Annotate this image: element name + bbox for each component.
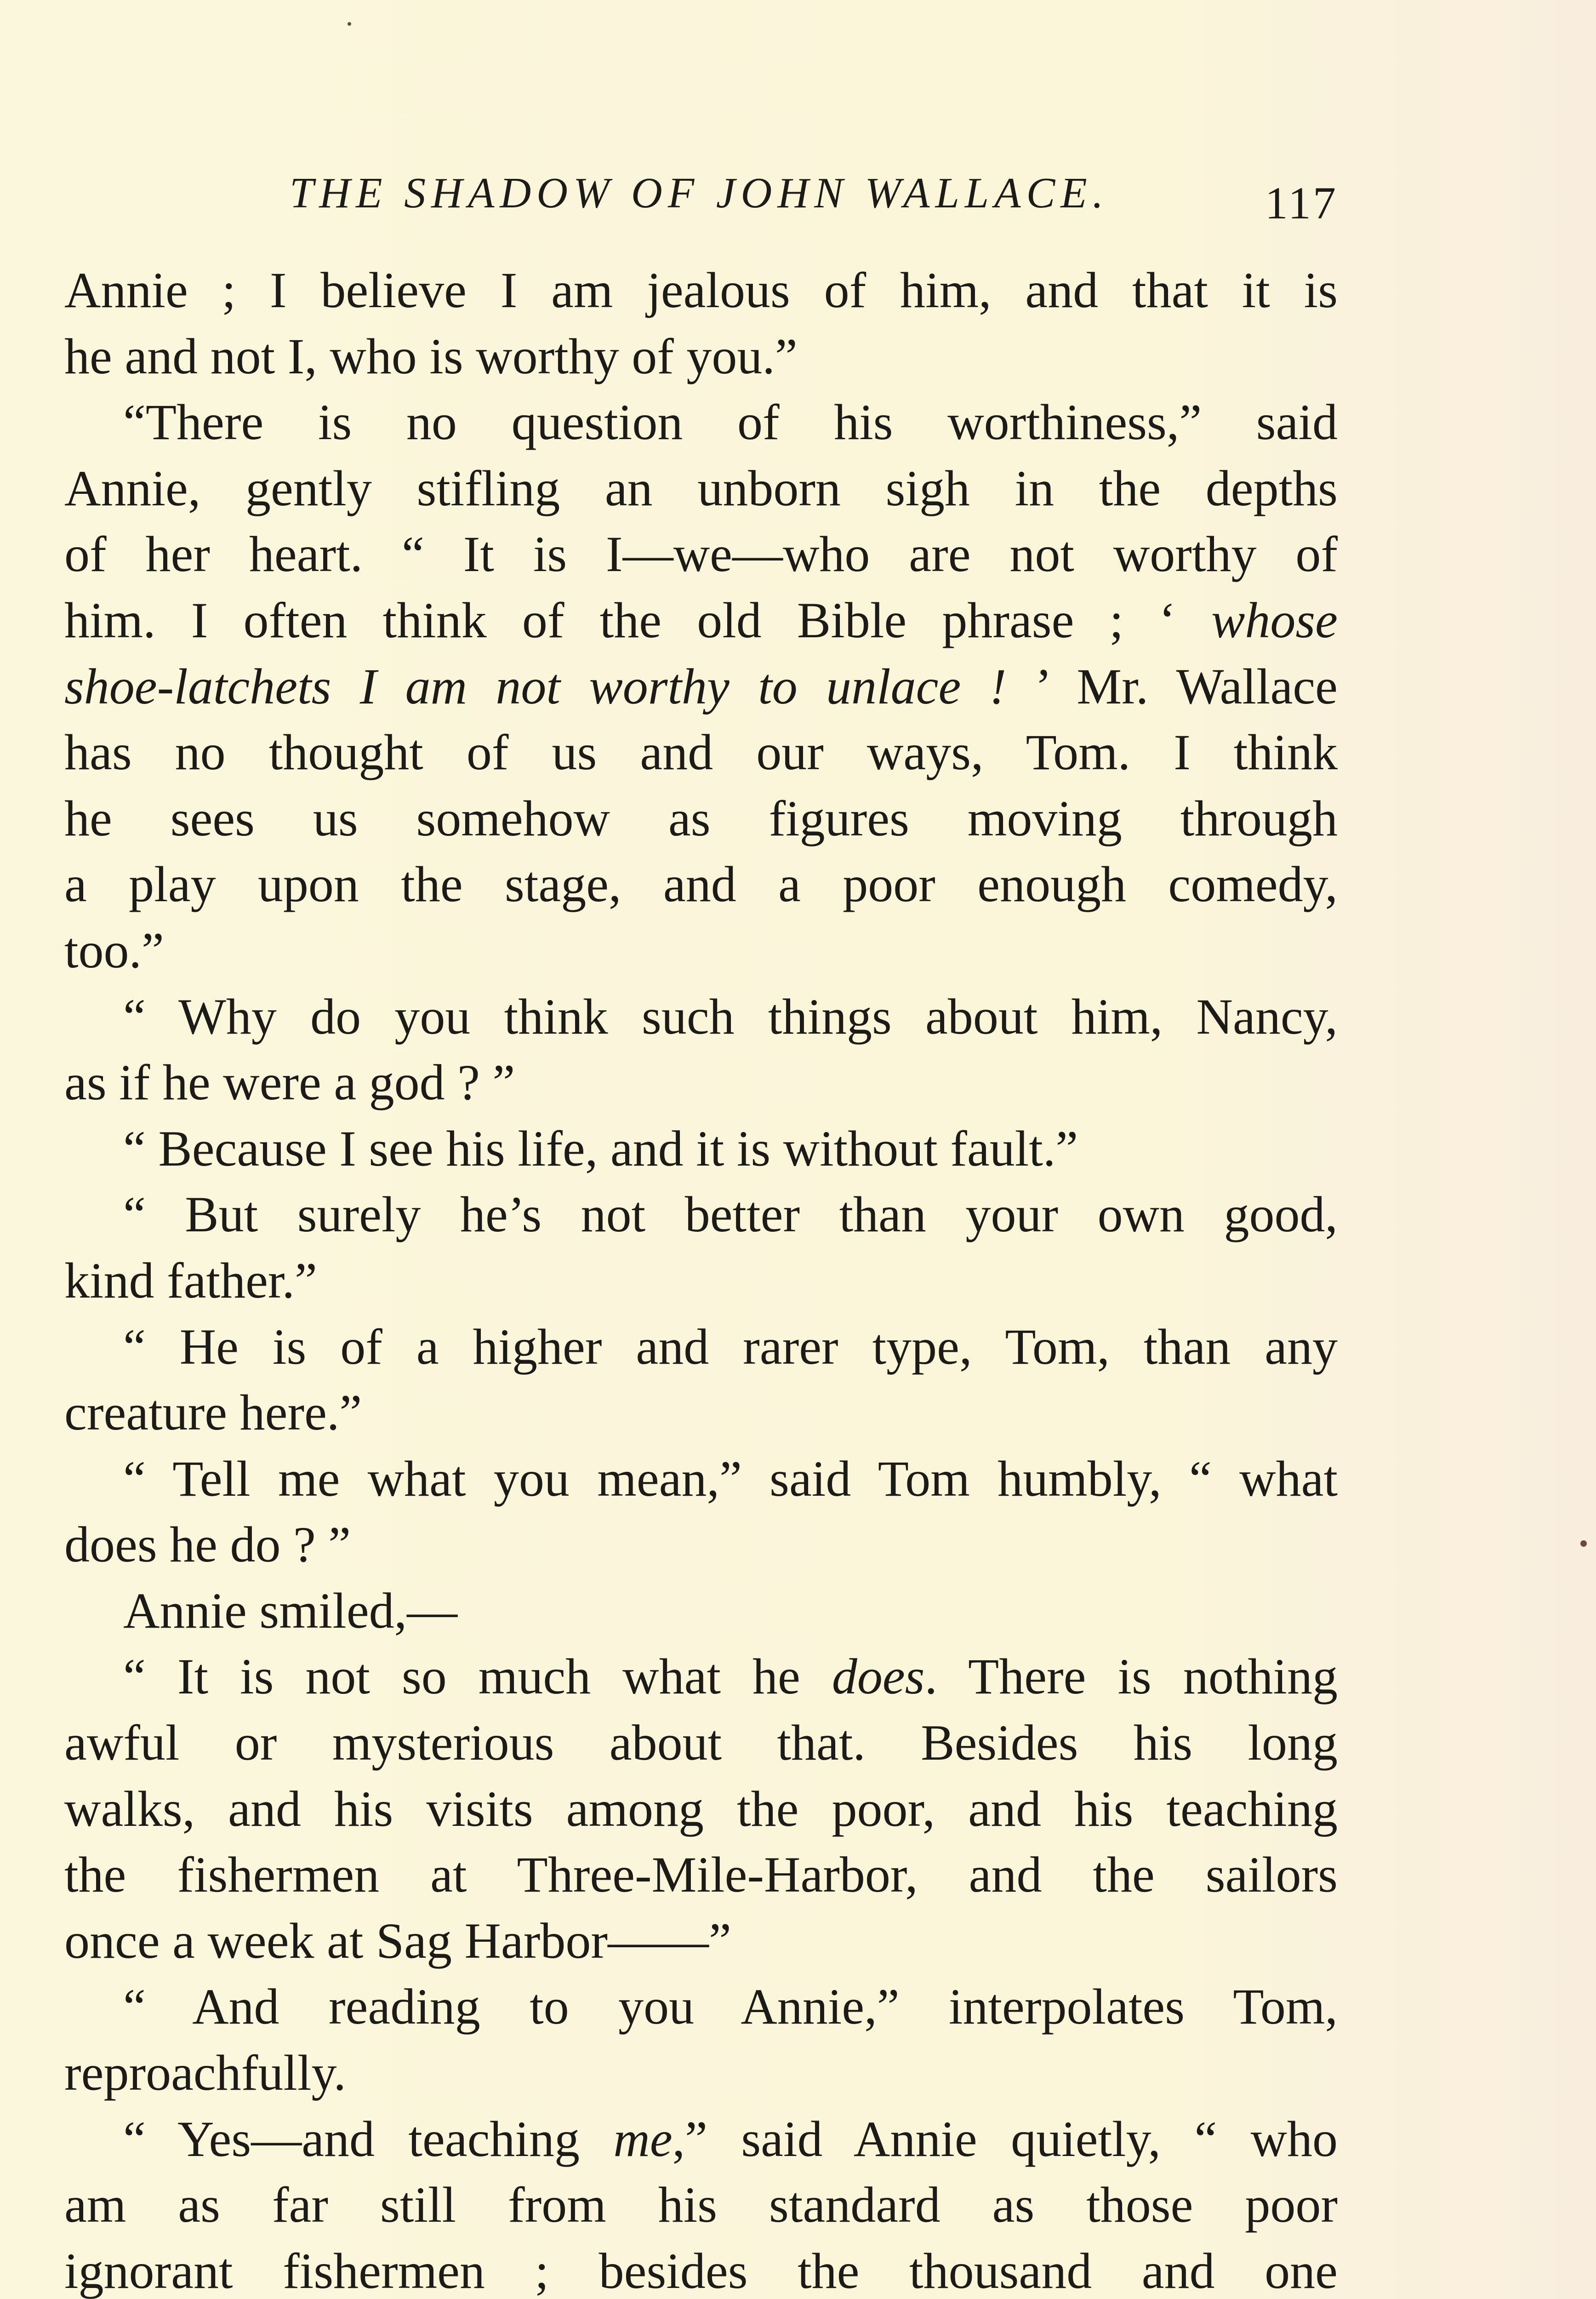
text-line: “ Yes—and teaching me,” said Annie quietly, “ who — [123, 2110, 1338, 2167]
text-line: as if he were a god ? ” — [64, 1054, 515, 1111]
page-number: 117 — [1265, 177, 1338, 229]
text-line: “There is no question of his worthiness,” said — [123, 394, 1338, 451]
text-line: “ And reading to you Annie,” interpolates Tom, — [123, 1979, 1338, 2035]
ink-dot — [1580, 1540, 1587, 1547]
ink-speck — [348, 22, 351, 26]
text-line: does he do ? ” — [64, 1516, 351, 1573]
text-line: “ He is of a higher and rarer type, Tom, than any — [123, 1318, 1338, 1375]
text-line: walks, and his visits among the poor, and his teaching — [64, 1780, 1338, 1837]
text-line: he sees us somehow as figures moving through — [64, 790, 1338, 846]
body-text — [64, 257, 1338, 2299]
text-line: of her heart. “ It is I—we—who are not worthy of — [64, 526, 1338, 583]
text-line: “ Tell me what you mean,” said Tom humbly, “ what — [123, 1450, 1338, 1507]
text-line: awful or mysterious about that. Besides his long — [64, 1715, 1338, 1771]
page-header — [64, 163, 1338, 229]
running-title: THE SHADOW OF JOHN WALLACE. — [290, 169, 1109, 217]
text-line: reproachfully. — [64, 2045, 346, 2101]
text-line: too.” — [64, 922, 164, 978]
text-line: Annie, gently stifling an unborn sigh in the depths — [64, 460, 1338, 516]
text-line: has no thought of us and our ways, Tom. I think — [64, 724, 1338, 781]
text-line: “ It is not so much what he does. There is nothing — [123, 1648, 1338, 1705]
text-line: “ Why do you think such things about him, Nancy, — [123, 988, 1338, 1045]
text-line: creature here.” — [64, 1384, 362, 1441]
text-line: Annie smiled,— — [123, 1582, 458, 1639]
text-line: “ Because I see his life, and it is without fault.” — [123, 1120, 1078, 1177]
text-line: a play upon the stage, and a poor enough comedy, — [64, 856, 1338, 913]
text-line: the fishermen at Three-Mile-Harbor, and the sailors — [64, 1847, 1338, 1903]
text-line: kind father.” — [64, 1252, 317, 1309]
text-line: “ But surely he’s not better than your own good, — [123, 1186, 1338, 1243]
text-line: Annie ; I believe I am jealous of him, and that it is — [64, 262, 1338, 318]
text-line: am as far still from his standard as those poor — [64, 2177, 1338, 2233]
text-line: him. I often think of the old Bible phrase ; ‘ whose — [64, 592, 1338, 648]
text-line: he and not I, who is worthy of you.” — [64, 328, 798, 384]
text-line: once a week at Sag Harbor——” — [64, 1912, 731, 1969]
text-line: shoe-latchets I am not worthy to unlace ! ’ Mr. Wallace — [64, 658, 1338, 715]
text-line: ignorant fishermen ; besides the thousand and one — [64, 2242, 1338, 2299]
